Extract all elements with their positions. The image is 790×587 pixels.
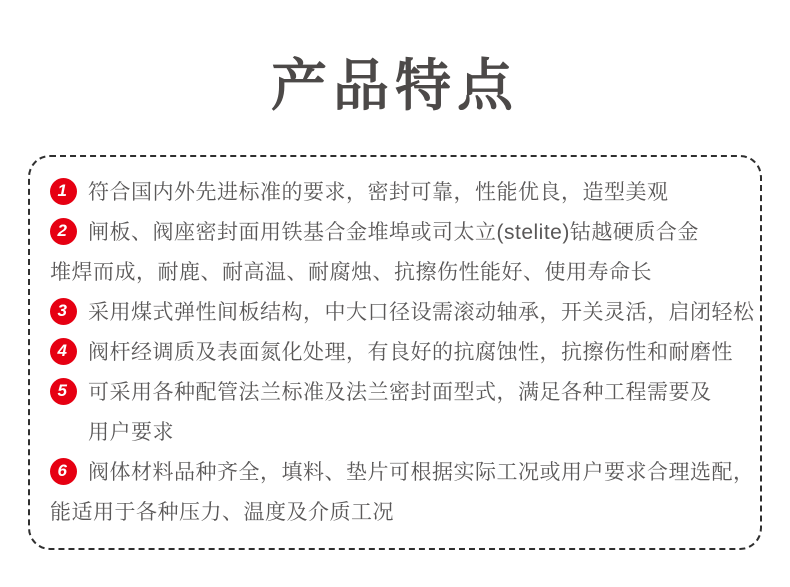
feature-number-badge: 2 xyxy=(50,218,77,245)
feature-item-6 xyxy=(50,451,755,531)
feature-text: 可采用各种配管法兰标准及法兰密封面型式，满足各种工程需要及 xyxy=(88,381,712,404)
feature-text: 阀杆经调质及表面氮化处理，有良好的抗腐蚀性，抗擦伤性和耐磨性 xyxy=(88,341,733,364)
feature-number-badge: 1 xyxy=(50,178,77,205)
feature-item-5 xyxy=(50,371,742,451)
feature-text: 闸板、阀座密封面用铁基合金堆埠或司太立(stelite)钴越硬质合金 xyxy=(88,221,699,244)
feature-number-badge: 4 xyxy=(50,338,77,365)
feature-item-4 xyxy=(50,331,742,371)
page-title: 产品特点 xyxy=(271,54,519,117)
features-box xyxy=(28,155,762,550)
feature-text: 符合国内外先进标准的要求，密封可靠，性能优良，造型美观 xyxy=(88,181,669,204)
feature-text-continuation: 用户要求 xyxy=(88,421,174,444)
feature-item-3 xyxy=(50,291,755,331)
feature-text-continuation: 能适用于各种压力、温度及介质工况 xyxy=(50,501,394,524)
feature-item-1 xyxy=(50,171,742,211)
feature-item-2 xyxy=(50,211,742,291)
feature-number-badge: 5 xyxy=(50,378,77,405)
feature-number-badge: 6 xyxy=(50,458,77,485)
feature-number-badge: 3 xyxy=(50,298,77,325)
feature-text-continuation: 堆焊而成，耐鹿、耐高温、耐腐烛、抗擦伤性能好、使用寿命长 xyxy=(50,261,652,284)
feature-text: 采用煤式弹性间板结构，中大口径设需滚动轴承，开关灵活，启闭轻松 xyxy=(88,301,755,324)
feature-text: 阀体材料品种齐全，填料、垫片可根据实际工况或用户要求合理选配， xyxy=(88,461,755,484)
